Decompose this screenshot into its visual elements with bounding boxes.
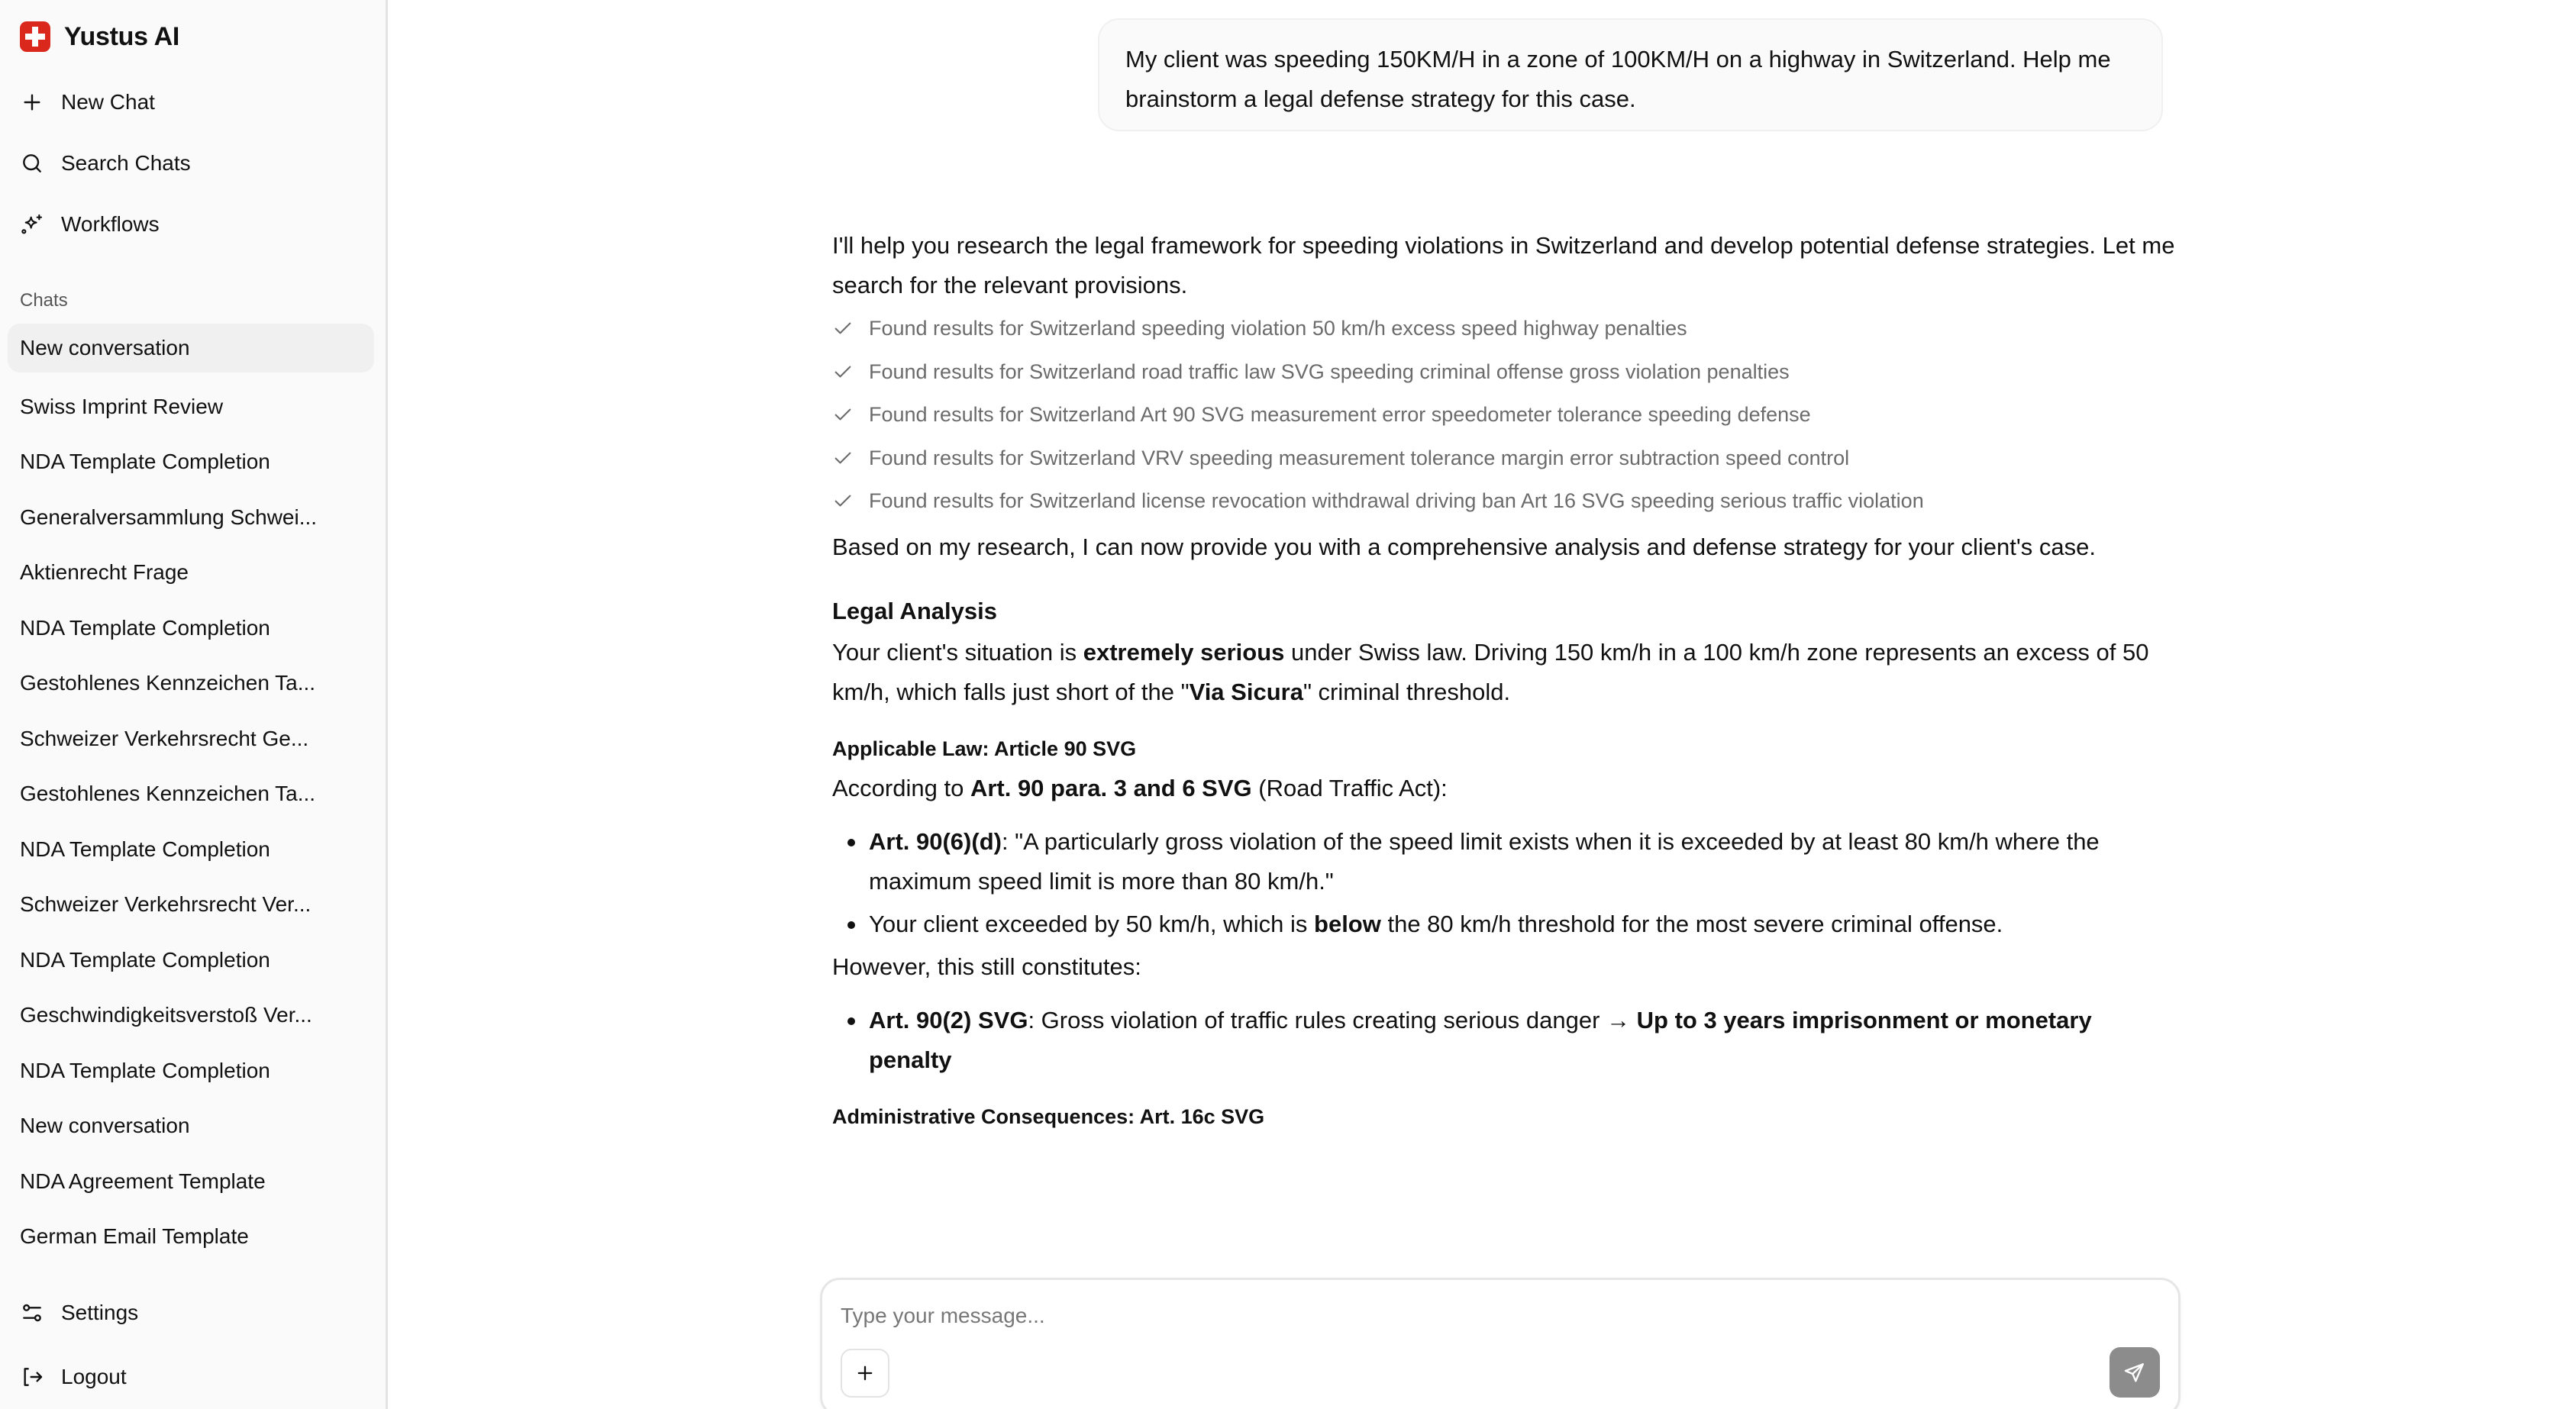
chat-item[interactable]: NDA Template Completion — [20, 450, 270, 474]
chat-item-active[interactable]: New conversation — [8, 324, 374, 372]
attach-button[interactable] — [841, 1349, 889, 1398]
swiss-cross-logo-icon — [20, 21, 50, 52]
tool-result-text: Found results for Switzerland road traffic law SVG speeding criminal offense gross violation penalties — [869, 360, 1790, 383]
chats-section-label: Chats — [20, 290, 68, 311]
chat-item[interactable]: NDA Template Completion — [20, 1058, 270, 1082]
chat-item[interactable]: New conversation — [20, 1114, 190, 1138]
brand[interactable] — [20, 21, 179, 52]
tool-result-text: Found results for Switzerland Art 90 SVG measurement error speedometer tolerance speeding defense — [869, 403, 1811, 427]
chat-item[interactable]: NDA Agreement Template — [20, 1169, 266, 1193]
tool-result-item — [832, 437, 2176, 480]
administrative-consequences-heading: Administrative Consequences: Art. 16c SVG — [832, 1104, 1265, 1128]
plus-icon — [20, 90, 44, 114]
settings-button[interactable] — [20, 1301, 138, 1325]
workflows-button[interactable] — [20, 212, 160, 237]
assistant-intro: I'll help you research the legal framework for speeding violations in Switzerland and develop potential defense strategies. Let me search for the relevant provisions. — [832, 232, 2175, 298]
check-icon — [832, 490, 854, 511]
bullet-item: Your client exceeded by 50 km/h, which is below the 80 km/h threshold for the most severe criminal offense. — [832, 904, 2176, 944]
according-paragraph: According to Art. 90 para. 3 and 6 SVG (Road Traffic Act): — [832, 774, 1448, 801]
check-icon — [832, 361, 854, 382]
tool-result-item — [832, 307, 2176, 350]
logout-button[interactable] — [20, 1365, 127, 1389]
chat-item[interactable]: German Email Template — [20, 1224, 249, 1249]
new-chat-button[interactable] — [20, 90, 155, 114]
search-chats-label: Search Chats — [61, 151, 191, 175]
check-icon — [832, 318, 854, 339]
chat-item[interactable]: NDA Template Completion — [20, 837, 270, 861]
check-icon — [832, 447, 854, 469]
however-paragraph: However, this still constitutes: — [832, 953, 1141, 980]
tool-results-list — [832, 307, 2176, 523]
applicable-law-heading: Applicable Law: Article 90 SVG — [832, 737, 1137, 760]
search-icon — [20, 151, 44, 176]
settings-label: Settings — [61, 1301, 139, 1324]
tool-result-item — [832, 350, 2176, 394]
tool-result-text: Found results for Switzerland license revocation withdrawal driving ban Art 16 SVG speeding serious traffic violation — [869, 489, 1924, 513]
send-icon — [2122, 1360, 2147, 1385]
constitutes-bullets — [832, 1001, 2176, 1080]
sliders-icon — [20, 1301, 44, 1325]
sidebar — [0, 0, 388, 1409]
chat-item[interactable]: Schweizer Verkehrsrecht Ver... — [20, 892, 312, 917]
new-chat-label: New Chat — [61, 90, 155, 114]
chat-item[interactable]: Geschwindigkeitsverstoß Ver... — [20, 1003, 312, 1027]
tool-result-text: Found results for Switzerland VRV speeding measurement tolerance margin error subtraction speed control — [869, 446, 1850, 469]
chat-item[interactable]: Schweizer Verkehrsrecht Ge... — [20, 726, 309, 750]
tool-result-text: Found results for Switzerland speeding violation 50 km/h excess speed highway penalties — [869, 317, 1687, 340]
bullet-item: Art. 90(2) SVG: Gross violation of traffic rules creating serious danger → Up to 3 years imprisonment or monetary penalty — [832, 1001, 2176, 1080]
send-button[interactable] — [2110, 1347, 2160, 1398]
chat-item[interactable]: Generalversammlung Schwei... — [20, 505, 318, 529]
bullet-item: Art. 90(6)(d): "A particularly gross violation of the speed limit exists when it is exceeded by at least 80 km/h where the maximum speed limit is more than 80 km/h." — [832, 822, 2176, 901]
user-message-bubble: My client was speeding 150KM/H in a zone of 100KM/H on a highway in Switzerland. Help me brainstorm a legal defense strategy for this case. — [1098, 18, 2163, 131]
chat-item[interactable]: NDA Template Completion — [20, 615, 270, 640]
search-chats-button[interactable] — [20, 151, 191, 176]
workflows-label: Workflows — [61, 212, 160, 236]
tool-result-item — [832, 479, 2176, 523]
check-icon — [832, 404, 854, 425]
chat-item[interactable]: Gestohlenes Kennzeichen Ta... — [20, 782, 316, 806]
article-90-bullets — [832, 822, 2176, 944]
chat-item[interactable]: Swiss Imprint Review — [20, 394, 224, 418]
tool-result-item — [832, 393, 2176, 437]
chat-item[interactable]: NDA Template Completion — [20, 947, 270, 972]
legal-analysis-heading: Legal Analysis — [832, 597, 997, 624]
message-composer — [820, 1278, 2181, 1409]
logout-label: Logout — [61, 1365, 127, 1388]
app-name: Yustus AI — [64, 21, 179, 51]
chat-item[interactable]: Aktienrecht Frage — [20, 560, 189, 585]
based-on-research-text: Based on my research, I can now provide you with a comprehensive analysis and defense strategy for your client's case. — [832, 533, 2096, 560]
situation-paragraph: Your client's situation is extremely serious under Swiss law. Driving 150 km/h in a 100 km/h zone represents an excess of 50 km/h, which falls just short of the "Via Sicura" criminal threshold. — [832, 638, 2149, 705]
chat-item[interactable]: Gestohlenes Kennzeichen Ta... — [20, 671, 316, 695]
assistant-message — [832, 226, 2176, 1137]
logout-icon — [20, 1365, 44, 1389]
plus-icon — [854, 1362, 876, 1384]
message-input[interactable] — [841, 1297, 2062, 1335]
sparkles-icon — [20, 212, 44, 237]
chat-main — [388, 0, 2576, 1409]
chat-history-list — [8, 324, 374, 1265]
